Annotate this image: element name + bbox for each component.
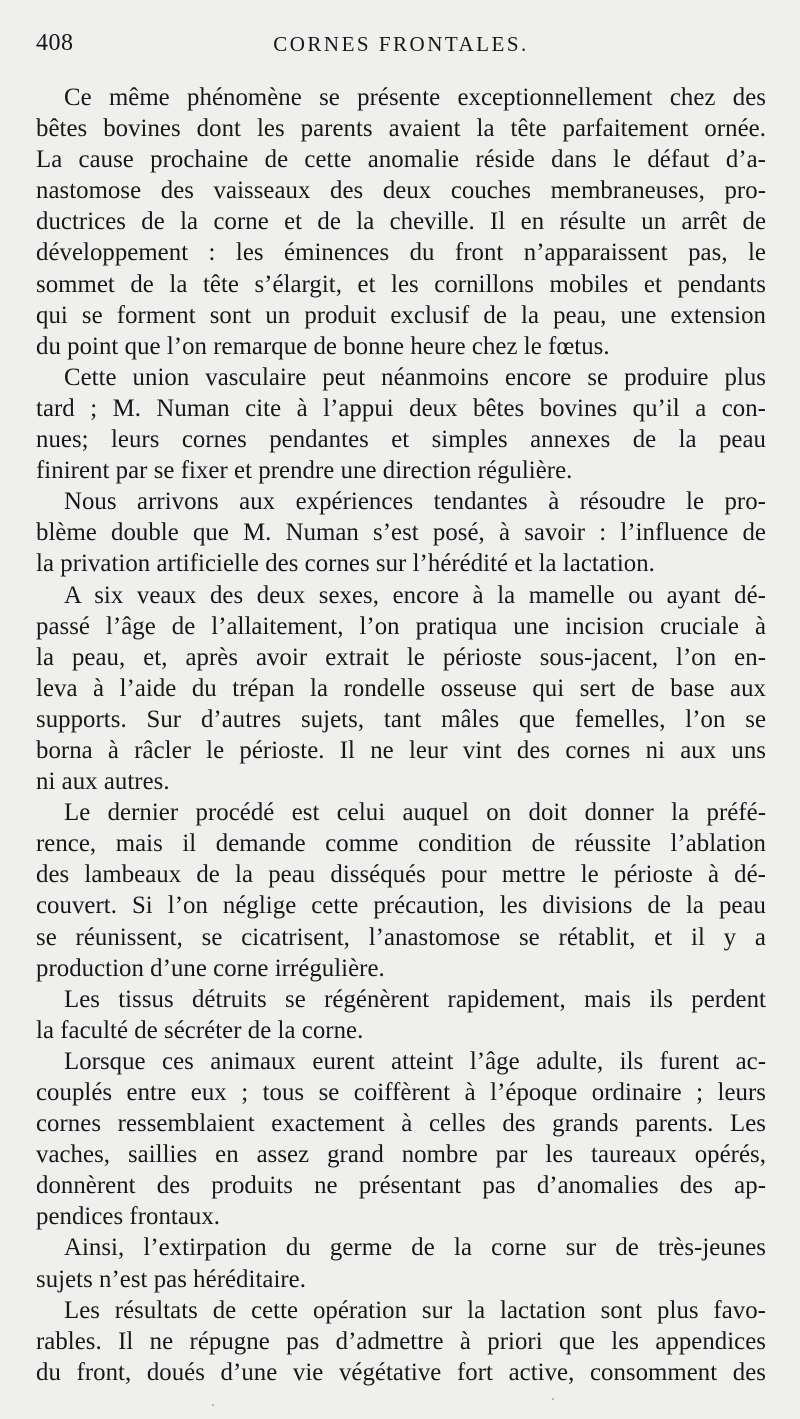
text-line: borna à râcler le périoste. Il ne leur vint des cornes ni aux uns <box>36 736 766 764</box>
text-line: sujets n’est pas héréditaire. <box>36 1265 306 1293</box>
paper-speck <box>552 1398 554 1400</box>
page-header <box>36 30 766 62</box>
text-line: rence, mais il demande comme condition de réussite l’ablation <box>36 830 766 858</box>
text-line: Cette union vasculaire peut néanmoins encore se produire plus <box>64 363 766 391</box>
text-line: supports. Sur d’autres sujets, tant mâles que femelles, l’on se <box>36 705 766 733</box>
text-line: ni aux autres. <box>36 768 170 796</box>
paper-speck <box>212 1404 214 1406</box>
text-line: Lorsque ces animaux eurent atteint l’âge adulte, ils furent ac- <box>64 1047 766 1075</box>
text-line: vaches, saillies en assez grand nombre par les taureaux opérés, <box>36 1141 766 1169</box>
text-line: couplés entre eux ; tous se coiffèrent à l’époque ordinaire ; leurs <box>36 1079 766 1106</box>
text-line: A six veaux des deux sexes, encore à la mamelle ou ayant dé- <box>64 581 766 609</box>
text-line: La cause prochaine de cette anomalie réside dans le défaut d’a- <box>36 146 766 174</box>
text-line: blème double que M. Numan s’est posé, à savoir : l’influence de <box>36 519 766 547</box>
text-line: la faculté de sécréter de la corne. <box>36 1016 364 1044</box>
text-line: leva à l’aide du trépan la rondelle osseuse qui sert de base aux <box>36 674 766 702</box>
body-text <box>36 82 766 1388</box>
text-line: pendices frontaux. <box>36 1203 221 1231</box>
text-line: donnèrent des produits ne présentant pas d’anomalies des ap- <box>36 1172 766 1200</box>
text-line: qui se forment sont un produit exclusif de la peau, une extension <box>36 301 766 329</box>
text-line: nastomose des vaisseaux des deux couches membraneuses, pro- <box>36 177 766 205</box>
text-line: sommet de la tête s’élargit, et les cornillons mobiles et pendants <box>36 270 766 298</box>
text-line: finirent par se fixer et prendre une direction régulière. <box>36 457 573 485</box>
text-line: Les tissus détruits se régénèrent rapidement, mais ils perdent <box>64 985 766 1013</box>
text-line: du front, doués d’une vie végétative fort active, consomment des <box>36 1358 766 1386</box>
text-line: des lambeaux de la peau disséqués pour mettre le périoste à dé- <box>36 861 766 889</box>
text-line: du point que l’on remarque de bonne heure chez le fœtus. <box>36 332 610 360</box>
text-line: Les résultats de cette opération sur la lactation sont plus favo- <box>64 1296 766 1324</box>
text-line: cornes ressemblaient exactement à celles des grands parents. Les <box>36 1110 766 1138</box>
text-line: nues; leurs cornes pendantes et simples annexes de la peau <box>36 426 766 454</box>
text-line: la peau, et, après avoir extrait le périoste sous-jacent, l’on en- <box>36 643 766 671</box>
text-line: tard ; M. Numan cite à l’appui deux bêtes bovines qu’il a con- <box>36 394 766 422</box>
text-line: développement : les éminences du front n’apparaissent pas, le <box>36 239 766 267</box>
page-number: 408 <box>36 30 74 56</box>
text-line: passé l’âge de l’allaitement, l’on pratiqua une incision cruciale à <box>36 612 766 640</box>
text-line: Nous arrivons aux expériences tendantes à résoudre le pro- <box>64 488 766 516</box>
text-line: ductrices de la corne et de la cheville. Il en résulte un arrêt de <box>36 208 766 236</box>
text-line: se réunissent, se cicatrisent, l’anastomose se rétablit, et il y a <box>36 923 766 951</box>
text-line: bêtes bovines dont les parents avaient la tête parfaitement ornée. <box>36 115 766 143</box>
text-line: Ce même phénomène se présente exceptionnellement chez des <box>64 84 766 111</box>
text-line: Le dernier procédé est celui auquel on doit donner la préfé- <box>64 799 766 827</box>
text-line: la privation artificielle des cornes sur l’hérédité et la lactation. <box>36 550 655 578</box>
text-line: Ainsi, l’extirpation du germe de la corne sur de très-jeunes <box>64 1234 766 1262</box>
running-title: CORNES FRONTALES. <box>273 32 529 56</box>
text-line: couvert. Si l’on néglige cette précaution, les divisions de la peau <box>36 892 766 920</box>
text-line: production d’une corne irrégulière. <box>36 954 385 982</box>
text-line: rables. Il ne répugne pas d’admettre à priori que les appendices <box>36 1327 766 1355</box>
